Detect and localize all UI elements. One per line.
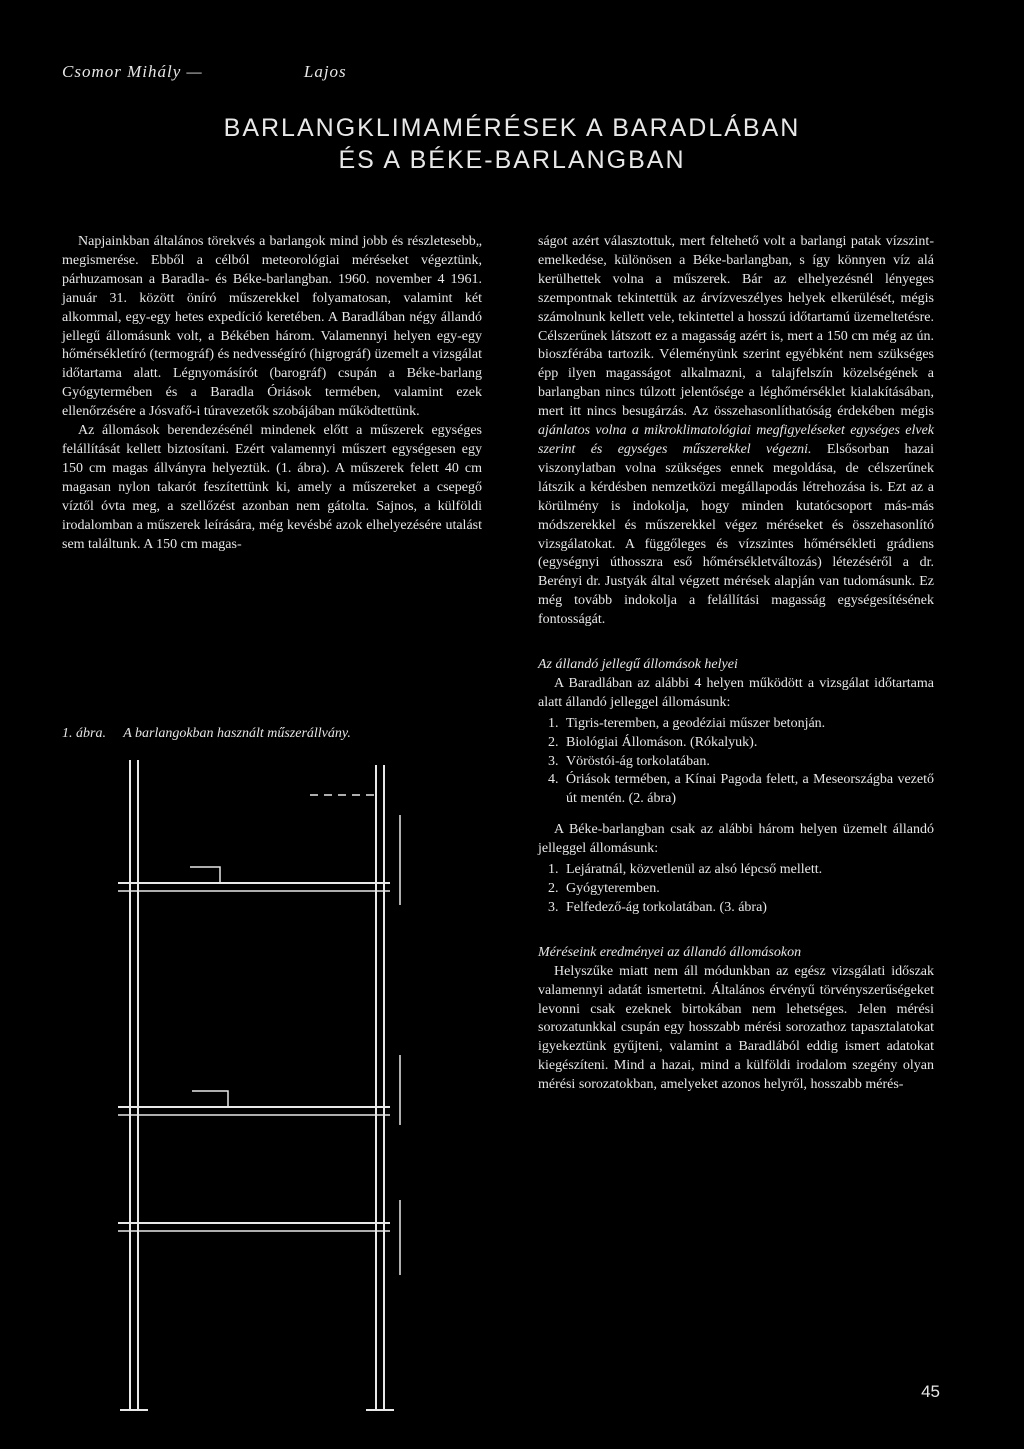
title-line-1: BARLANGKLIMAMÉRÉSEK A BARADLÁBAN [223,114,801,142]
right-column [538,233,934,1095]
title-line-2: ÉS A BÉKE-BARLANGBAN [338,146,686,174]
list-item: 4. Óriások termében, a Kínai Pagoda felett, a Meseországba vezető út mentén. (2. ábra) [548,772,934,807]
upper-shelf-bracket [190,867,220,883]
baradla-intro: A Baradlában az alábbi 4 helyen működött a vizsgálat időtartama alatt állandó jelleggel állomásunk: [538,675,934,710]
results-text: Helyszűke miatt nem áll módunkban az egész vizsgálati időszak valamennyi adatát ismertetni. Általános érvényű törvényszerűségeket levonni csak ezeknek birtokában nem lehetséges. Jelen mérési sorozatunkkal csupán egy hosszabb mérési sorozathoz tapasztalatokat igyekeztünk gyűjteni, valamint a Baradlából eddig ismert adatokat kiegészíteni. Mind a hazai, mind a külföldi irodalom szegény olyan mérési sorozatokban, amelyeket azonos helyről, hosszabb mérés- [538,963,934,1093]
right-para-1-italic: ajánlatos volna a mikroklimatológiai megfigyeléseket egységes elvek szerint és egységes műszerekkel végezni. [538,423,934,457]
right-para-1 [538,233,934,630]
instrument-stand-figure [100,755,480,1415]
middle-shelf-bracket [192,1091,228,1107]
baradla-stations-list [538,715,934,810]
author-1: Csomor Mihály — [62,62,203,81]
right-para-1-text: ságot azért választottuk, mert feltehető volt a barlangi patak vízszint-emelkedése, különösen a Béke-barlangban, s így könnyen víz alá kerülhettek volna a műszerek. Bár az elhelyezésnél lényeges szempontnak tekintettük az árvízveszélyes helyek elkerülését, mégis számolnunk kellett vele, tekintettel a hosszú időtartamú üzemeltetésre. Célszerűnek látszott ez a magasság azért is, mert a 150 cm még az ún. bioszférába tartozik. Véleményünk szerint egyébként nem szükséges épp ilyen magasságot alkalmazni, a talajfelszín közelségének a barlangban nincs túlzott jelentősége a léghőmérséklet kialakításában, mert itt nincs besugárzás. Az összehasonlíthatóság érdekében mégis [538,234,934,420]
list-item: 1. Tigris-teremben, a geodéziai műszer betonján. [548,715,826,731]
figure-caption-text: A barlangokban használt műszerállvány. [123,726,351,741]
author-2: Lajos [303,62,347,81]
beke-intro: A Béke-barlangban csak az alábbi három helyen üzemelt állandó jelleggel állomásunk: [538,822,934,857]
section-title-results: Méréseink eredményei az állandó állomásokon [538,944,802,960]
section-title-stations: Az állandó jellegű állomások helyei [538,657,738,673]
left-para-2: Az állomások berendezésénél mindenek előtt a műszerek egységes felállítását kellett biztosítani. Ezért valamennyi műszert egységesen egy 150 cm magas állványra helyeztük. (1. ábra). A műszerek felett 40 cm magasan nylon takarót feszítettünk ki, amely a műszereket a csepegő víztől óvta meg, a szellőzést azonban nem gátolta. Sajnos, a külföldi irodalomban a műszerek leírására, még kevésbé azok elhelyezésére utalást sem találtunk. A 150 cm magas- [62,423,482,552]
list-item: 2. Gyógyteremben. [548,881,660,896]
page-number: 45 [921,1382,940,1401]
beke-stations-list [538,861,934,918]
figure-caption [62,726,502,742]
left-para-1: Napjainkban általános törekvés a barlangok mind jobb és részletesebb„ megismerése. Ebből a célból meteorológiai méréseket végeztünk, párhuzamosan a Baradla- és Béke-barlangban. 1960. november 4 1961. január 31. között öníró műszerekkel folyamatosan, valamint két alkommal, egy-egy hetes expedíció keretében. A Baradlában négy állandó jellegű állomásunk volt, a Békében három. Valamennyi helyen egy-egy hőmérsékletíró (termográf) és nedvességíró (higrográf) üzemelt a vizsgálat időtartama alatt. Légnyomásírót (barográf) csupán a Béke-barlang Gyógytermében és a Baradla Óriások termében, valamint ezek ellenőrzésére a Jósvafő-i túravezetők szobájában működtettünk. [62,234,482,420]
list-item: 3. Vöröstói-ág torkolatában. [548,753,710,769]
list-item: 3. Felfedező-ág torkolatában. (3. ábra) [548,899,767,915]
authors [62,62,347,82]
figure-caption-number: 1. ábra. [62,726,106,741]
list-item: 2. Biológiai Állomáson. (Rókalyuk). [548,734,758,750]
right-para-1-rest: Elsősorban hazai viszonylatban volna szükséges ennek megoldása, de célszerűnek látszik a kérdésben nemzetközi megállapodás létrehozása is. Ezt az a körülmény is indokolja, hogy minden kutatócsoport más-más módszerekkel és műszerekkel végez méréseket és összehasonlító vizsgálatokat. A függőleges és vízszintes hőmérsékleti grádiens (egységnyi úthosszra eső hőmérsékletváltozás) létezéséről a dr. Berényi dr. Justyák által végzett mérések alapján van tudomásunk. Ez még tovább indokolja a felállítási magasság egységesítésének fontosságát. [538,441,935,628]
list-item: 1. Lejáratnál, közvetlenül az alsó lépcső mellett. [548,862,823,878]
left-column [62,233,482,554]
